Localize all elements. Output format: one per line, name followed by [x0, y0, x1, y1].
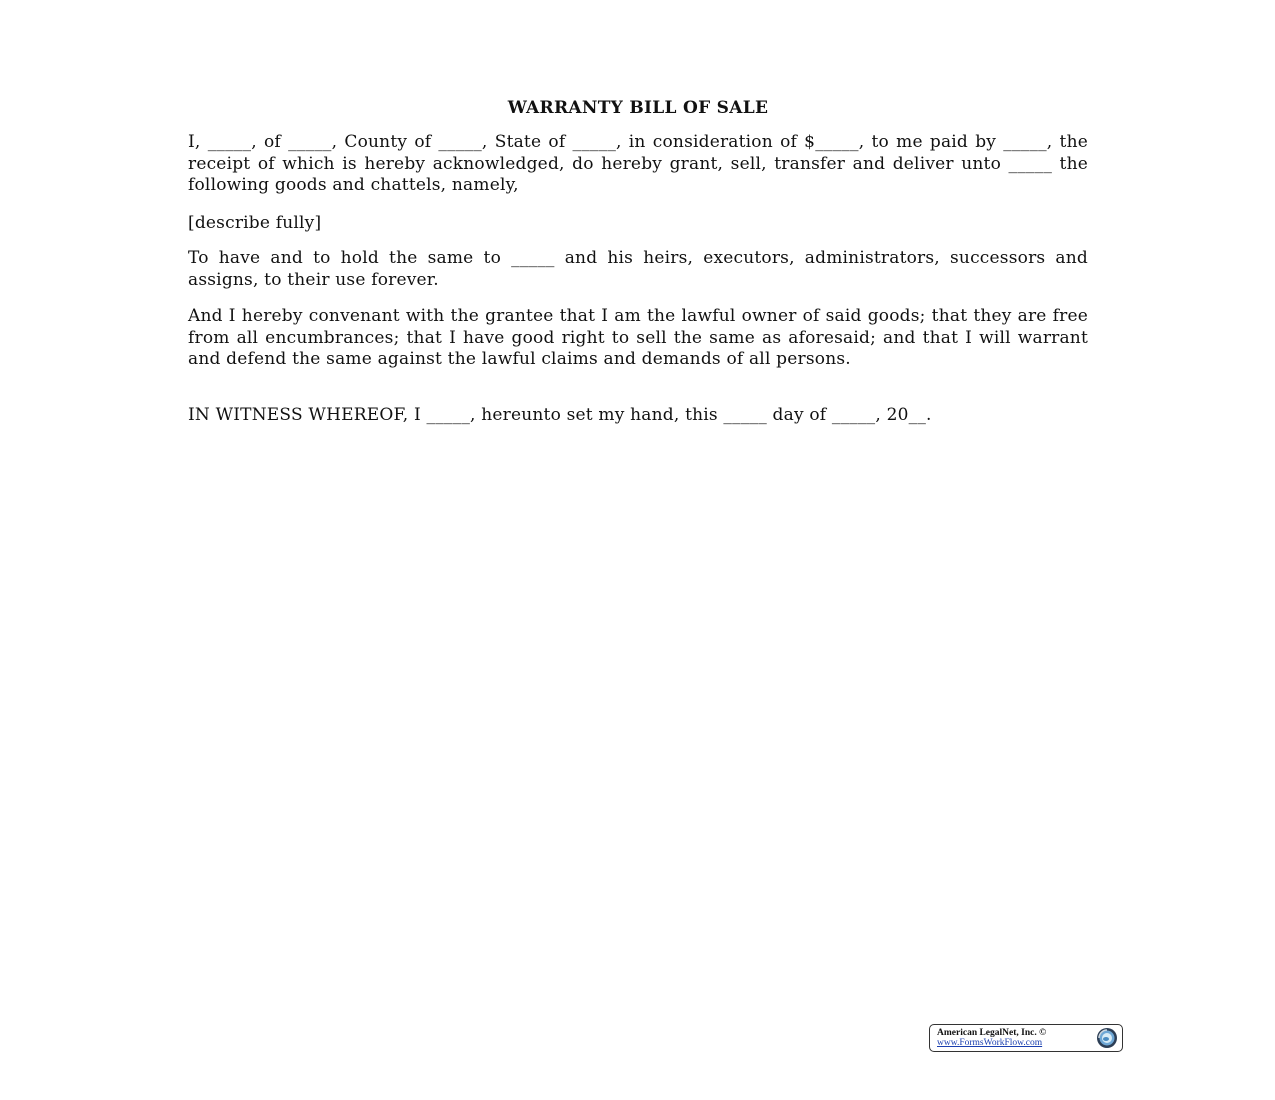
consideration-paragraph: I, _____, of _____, County of _____, State of _____, in consideration of $_____, to me paid by _____, the receipt of which is hereby acknowledged, do hereby grant, sell, transfer and deliver unto _____ the following goods and chattels, namely,	[188, 132, 1088, 195]
document-page	[188, 98, 1088, 426]
badge-text	[937, 1028, 1046, 1048]
document-title: WARRANTY BILL OF SALE	[507, 98, 769, 118]
globe-logo-icon	[1096, 1027, 1118, 1049]
covenant-paragraph: And I hereby convenant with the grantee that I am the lawful owner of said goods; that they are free from all encumbrances; that I have good right to sell the same as aforesaid; and that I will warrant and defend the same against the lawful claims and demands of all persons.	[188, 306, 1088, 369]
witness-paragraph: IN WITNESS WHEREOF, I _____, hereunto set my hand, this _____ day of _____, 20__.	[188, 404, 932, 425]
footer-badge	[929, 1024, 1123, 1052]
habendum-paragraph: To have and to hold the same to _____ and his heirs, executors, administrators, successors and assigns, to their use forever.	[188, 248, 1088, 290]
badge-company-name: American LegalNet, Inc. ©	[937, 1028, 1047, 1038]
badge-url-link[interactable]: www.FormsWorkFlow.com	[937, 1038, 1043, 1048]
goods-description-placeholder: [describe fully]	[188, 212, 322, 233]
